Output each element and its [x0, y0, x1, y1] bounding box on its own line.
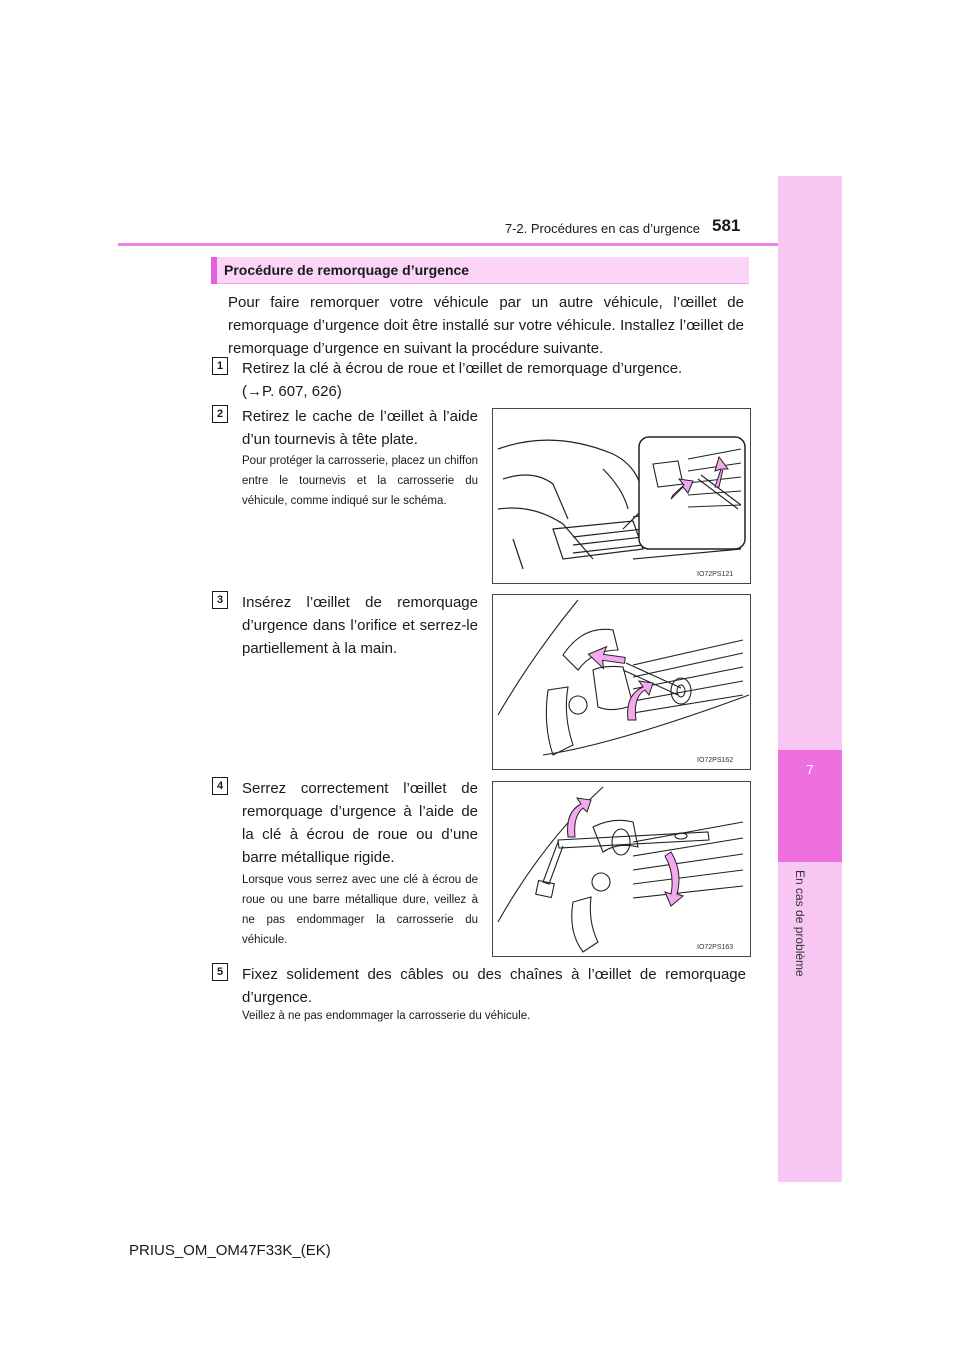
figure-tighten-eyelet: [492, 781, 751, 957]
step-number-4: 4: [212, 777, 228, 795]
document-code-footer: PRIUS_OM_OM47F33K_(EK): [129, 1242, 331, 1259]
step-number-2: 2: [212, 405, 228, 423]
step-number-1: 1: [212, 357, 228, 375]
chapter-number: 7: [806, 762, 814, 777]
step-5-text: Fixez solidement des câbles ou des chaînes à l’œillet de remorquage d’urgence.: [242, 966, 746, 1006]
car-front-cover-illustration: [493, 409, 750, 583]
step-4-note: Lorsque vous serrez avec une clé à écrou de roue ou une barre métallique dure, veillez à ne pas endommager la carrosserie du véhicule.: [242, 874, 478, 946]
figure-code-2: IO72PS162: [697, 757, 734, 764]
header-section-title: 7-2. Procédures en cas d’urgence: [504, 221, 700, 236]
step-number-3: 3: [212, 591, 228, 609]
step-4-text: Serrez correctement l’œillet de remorquage d’urgence à l’aide de la clé à écrou de roue ou d’une barre métallique rigide.: [242, 780, 478, 866]
figure-code-1: IO72PS121: [697, 571, 734, 578]
eyelet-insertion-illustration: [493, 595, 750, 769]
chapter-label: En cas de problème: [793, 870, 807, 977]
wrench-tightening-illustration: [493, 782, 750, 956]
section-heading-accent: [211, 257, 217, 284]
figure-insert-eyelet: [492, 594, 751, 770]
page-number: 581: [712, 216, 741, 235]
intro-paragraph: Pour faire remorquer votre véhicule par un autre véhicule, l’œillet de remorquage d’urgence doit être installé sur votre véhicule. Installez l’œillet de remorquage d’urgence en suivant la procédure suivante.: [228, 294, 744, 357]
step-2-note: Pour protéger la carrosserie, placez un chiffon entre le tournevis et la carrosserie du véhicule, comme indiqué sur le schéma.: [242, 455, 478, 507]
figure-code-3: IO72PS163: [697, 944, 734, 951]
section-heading: Procédure de remorquage d’urgence: [224, 262, 470, 278]
figure-remove-cover: [492, 408, 751, 584]
step-1-text: Retirez la clé à écrou de roue et l’œillet de remorquage d’urgence.: [242, 360, 683, 377]
step-5-note: Veillez à ne pas endommager la carrosserie du véhicule.: [242, 1010, 531, 1022]
step-3-text: Insérez l’œillet de remorquage d’urgence dans l’orifice et serrez-le partiellement à la main.: [242, 594, 478, 657]
step-1-reference-link[interactable]: (→P. 607, 626): [242, 383, 342, 400]
side-tab-band: [778, 176, 842, 1182]
step-number-5: 5: [212, 963, 228, 981]
header-rule: [118, 243, 778, 246]
step-2-text: Retirez le cache de l’œillet à l’aide d’un tournevis à tête plate.: [242, 408, 478, 448]
